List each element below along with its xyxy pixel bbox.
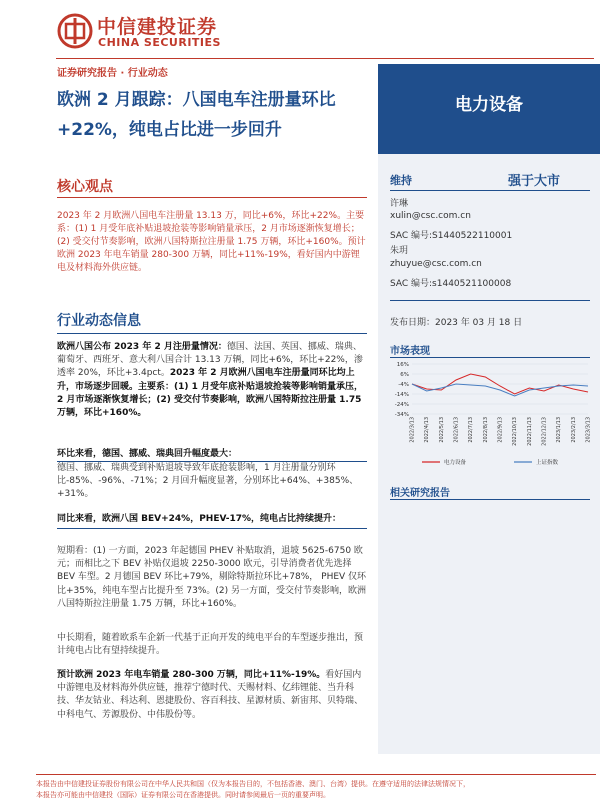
report-title-line1: 欧洲 2 月跟踪：八国电车注册量环比	[57, 90, 336, 110]
sidebar-divider	[390, 190, 590, 191]
logo-chinese-name: 中信建投证券	[97, 16, 218, 38]
sector-label: 电力设备	[455, 95, 523, 115]
sidebar-divider	[390, 300, 590, 301]
sidebar-divider	[390, 499, 590, 500]
subheading-qoq: 环比来看，德国、挪威、瑞典回升幅度最大：	[57, 446, 367, 462]
report-title-line2: +22%，纯电占比进一步回升	[57, 120, 282, 140]
analyst-name: 朱玥	[390, 246, 409, 256]
y-tick-label: -24%	[394, 402, 409, 408]
footer-divider	[36, 774, 596, 775]
x-tick-label: 2022/6/13	[453, 417, 460, 443]
paragraph-emphasis: 2023 年 2 月欧洲八国电车注册量同环比均上升，市场逐步回暖。主要系：(1) 1 月受年底补贴退坡抢装等影响销量承压，2 月市场逐渐恢复增长；(2) 受交付节奏影响，欧洲八国特斯拉注册量 1.75 万辆，环比+160%。	[57, 368, 364, 419]
market-performance-chart	[386, 360, 594, 472]
industry-paragraph-5	[57, 669, 367, 722]
x-tick-label: 2022/5/13	[438, 417, 445, 443]
x-tick-label: 2022/3/13	[409, 417, 416, 443]
analyst-email[interactable]: zhuyue@csc.com.cn	[390, 259, 482, 269]
y-tick-label: -4%	[398, 382, 409, 388]
legend-label: 上证指数	[536, 460, 559, 466]
x-tick-label: 2022/4/13	[424, 417, 431, 443]
header-divider	[56, 58, 594, 59]
market-performance-heading: 市场表现	[390, 346, 430, 357]
disclaimer-line-2: 本报告亦可能由中信建投（国际）证券有限公司在香港提供。同时请参阅最后一页的重要声明。	[36, 791, 330, 799]
x-tick-label: 2022/12/13	[541, 417, 548, 446]
rating-action: 维持	[390, 174, 412, 187]
disclaimer-line-1: 本报告由中信建投证券股份有限公司在中华人民共和国（仅为本报告目的，不包括香港、澳门、台湾）提供。在遵守适用的法律法规情况下，	[36, 780, 470, 788]
subheading-yoy: 同比来看，欧洲八国 BEV+24%，PHEV-17%，纯电占比持续提升：	[57, 512, 367, 529]
y-tick-label: 6%	[400, 372, 409, 378]
industry-paragraph-3: 短期看：(1) 一方面，2023 年起德国 PHEV 补贴取消，退坡 5625-6750 欧元；而相比之下 BEV 补贴仅退坡 2250-3000 欧元，引导消费者优先选择 BEV 车型。2 月德国 BEV 环比+79%，剔除特斯拉环比+78%， PHEV 仅环比+35%，纯电车型占比提升至 73%。(2) 另一方面，受交付节奏影响，欧洲八国特斯拉注册量 1.75 万辆，环比+160%。	[57, 546, 367, 609]
x-tick-label: 2023/3/13	[585, 417, 592, 443]
paragraph-text: 看好国内中游锂电及材料海外供应链，推荐宁德时代、天赐材料、亿纬锂能、当升科技、华友钴业、科达利、恩捷股份、容百科技、星源材质、新宙邦、贝特瑞、中科电气、芳源股份、中伟股份等。	[57, 670, 364, 720]
y-tick-label: -14%	[394, 392, 409, 398]
report-title	[57, 85, 367, 145]
paragraph-lead: 预计欧洲 2023 年电车销量 280-300 万辆，同比+11%-19%。	[57, 670, 326, 680]
x-tick-label: 2023/1/13	[556, 417, 563, 443]
core-view-text: 2023 年 2 月欧洲八国电车注册量 13.13 万，同比+6%，环比+22%。主要系：(1) 1 月受年底补贴退坡抢装等影响销量承压，2 月市场逐渐恢复增长；(2) 受交付节奏影响，欧洲八国特斯拉注册量 1.75 万辆，环比+160%。预计欧洲 2023 年电车销量 280-300 万辆，同比+11%-19%，看好国内中游锂电及材料海外供应链。	[57, 211, 366, 273]
related-reports-heading: 相关研究报告	[390, 488, 450, 499]
legend-label: 电力设备	[444, 460, 467, 466]
industry-heading: 行业动态信息	[57, 313, 141, 329]
x-tick-label: 2022/8/13	[482, 417, 489, 443]
x-tick-label: 2022/9/13	[497, 417, 504, 443]
y-tick-label: 16%	[396, 362, 409, 368]
core-view-heading: 核心观点	[57, 179, 113, 195]
analyst-name: 许琳	[390, 199, 409, 209]
breadcrumb: 证券研究报告 · 行业动态	[57, 68, 168, 79]
y-tick-label: -34%	[394, 412, 409, 418]
section-divider	[57, 333, 367, 334]
rating-value: 强于大市	[508, 174, 561, 189]
paragraph-lead: 欧洲八国公布 2023 年 2 月注册量情况：	[57, 342, 227, 352]
x-tick-label: 2023/2/13	[570, 417, 577, 443]
analyst-email[interactable]: xulin@csc.com.cn	[390, 211, 471, 221]
analyst-sac: SAC 编号:S1440522110001	[390, 231, 513, 241]
company-logo-icon	[57, 13, 93, 49]
x-tick-label: 2022/10/13	[512, 417, 519, 446]
industry-paragraph-4: 中长期看，随着欧系车企新一代基于正向开发的纯电平台的车型逐步推出，预计纯电占比有望持续提升。	[57, 633, 364, 657]
section-divider	[57, 197, 367, 198]
industry-paragraph-2: 德国、挪威、瑞典受到补贴退坡导致年底抢装影响，1 月注册量分别环比-85%、-96%、-71%；2 月回升幅度显著，分别环比+64%、+385%、+31%。	[57, 463, 359, 500]
publish-date: 发布日期：2023 年 03 月 18 日	[390, 318, 523, 328]
x-tick-label: 2022/7/13	[468, 417, 475, 443]
logo-english-name: CHINA SECURITIES	[98, 36, 221, 49]
sidebar-divider	[390, 357, 590, 358]
x-tick-label: 2022/11/13	[526, 417, 533, 446]
industry-paragraph-1	[57, 341, 367, 420]
analyst-sac: SAC 编号:s1440521100008	[390, 279, 512, 289]
paragraph-text: 德国、法国、英国、挪威、瑞典、葡萄牙、西班牙、意大利八国合计 13.13 万辆，同比+6%，环比+22%，渗透率 20%，环比+3.4pct。	[57, 342, 363, 379]
